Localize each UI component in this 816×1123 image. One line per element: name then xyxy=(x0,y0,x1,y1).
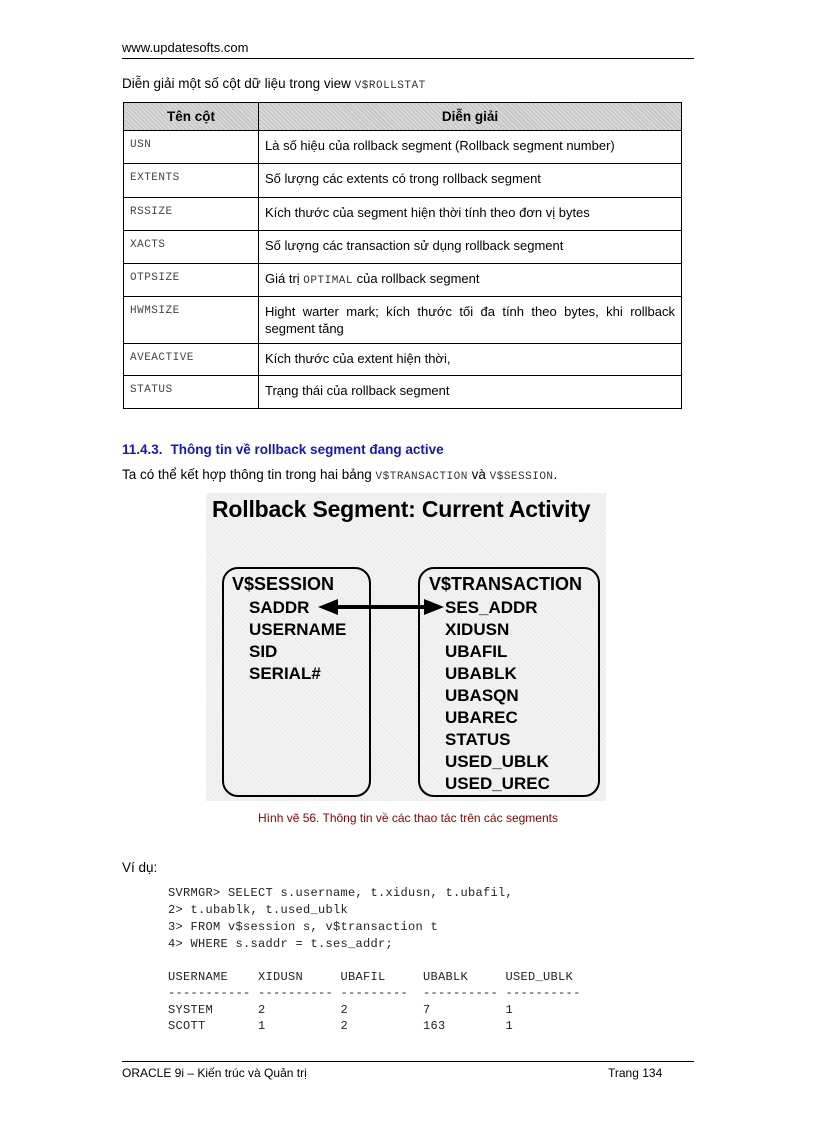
session-field: USERNAME xyxy=(249,620,347,639)
table-row xyxy=(124,131,682,164)
table-row xyxy=(124,344,682,376)
column-name: STATUS xyxy=(124,376,259,409)
footer-title: ORACLE 9i – Kiến trúc và Quản trị xyxy=(122,1066,307,1080)
column-desc: Hight warter mark; kích thước tối đa tính theo bytes, khi rollback segment tăng xyxy=(259,297,682,344)
section-text-mid: và xyxy=(467,467,490,482)
transaction-field: STATUS xyxy=(445,730,511,749)
header-url: www.updatesofts.com xyxy=(122,40,249,55)
sql-line: SVRMGR> SELECT s.username, t.xidusn, t.ubafil, xyxy=(168,886,514,900)
table-row xyxy=(124,264,682,297)
desc-text: của rollback segment xyxy=(353,271,480,286)
figure-title: Rollback Segment: Current Activity xyxy=(212,496,591,522)
result-separator: ----------- ---------- --------- ---------- ---------- xyxy=(168,986,581,1000)
intro-label: Diễn giải một số cột dữ liệu trong view xyxy=(122,76,351,91)
table-header-column: Tên cột xyxy=(124,103,259,131)
transaction-field: USED_UREC xyxy=(445,774,550,793)
sql-line: 3> FROM v$session s, v$transaction t xyxy=(168,920,439,934)
column-desc: Là số hiệu của rollback segment (Rollback segment number) xyxy=(259,131,682,164)
result-row: SCOTT 1 2 163 1 xyxy=(168,1019,514,1033)
section-heading xyxy=(122,442,444,457)
column-description-table xyxy=(123,102,682,409)
column-desc: Trạng thái của rollback segment xyxy=(259,376,682,409)
column-desc xyxy=(259,264,682,297)
column-desc: Số lượng các extents có trong rollback segment xyxy=(259,164,682,198)
transaction-field: XIDUSN xyxy=(445,620,510,639)
transaction-field: SES_ADDR xyxy=(445,598,538,617)
table-row xyxy=(124,297,682,344)
header-divider xyxy=(122,58,694,59)
transaction-field: USED_UBLK xyxy=(445,752,549,771)
table-row xyxy=(124,376,682,409)
intro-view-name: V$ROLLSTAT xyxy=(354,80,426,92)
section-text xyxy=(122,467,557,483)
sql-line: 2> t.ubablk, t.used_ublk xyxy=(168,903,349,917)
transaction-box-title: V$TRANSACTION xyxy=(429,574,583,594)
column-name: OTPSIZE xyxy=(124,264,259,297)
column-name: HWMSIZE xyxy=(124,297,259,344)
double-arrow-icon xyxy=(318,596,444,618)
desc-text: Giá trị xyxy=(265,271,304,286)
section-text-end: . xyxy=(553,467,558,482)
transaction-field: UBABLK xyxy=(445,664,517,683)
session-field: SID xyxy=(249,642,278,661)
column-desc: Số lượng các transaction sử dụng rollback segment xyxy=(259,231,682,264)
column-name: USN xyxy=(124,131,259,164)
figure-caption: Hình vẽ 56. Thông tin về các thao tác trên các segments xyxy=(258,811,558,825)
transaction-field: UBASQN xyxy=(445,686,519,705)
section-number: 11.4.3. xyxy=(122,442,163,457)
intro-text xyxy=(122,76,426,92)
table-row xyxy=(124,231,682,264)
result-header: USERNAME XIDUSN UBAFIL UBABLK USED_UBLK xyxy=(168,970,574,984)
column-name: EXTENTS xyxy=(124,164,259,198)
result-row: SYSTEM 2 2 7 1 xyxy=(168,1003,514,1017)
column-name: RSSIZE xyxy=(124,198,259,231)
section-title: Thông tin về rollback segment đang active xyxy=(170,442,444,457)
session-field: SADDR xyxy=(249,598,310,617)
column-name: XACTS xyxy=(124,231,259,264)
table-header-description: Diễn giải xyxy=(259,103,682,131)
table-row xyxy=(124,164,682,198)
page-number: Trang 134 xyxy=(608,1066,663,1080)
column-desc: Kích thước của segment hiện thời tính theo đơn vị bytes xyxy=(259,198,682,231)
transaction-field: UBAREC xyxy=(445,708,518,727)
footer-divider xyxy=(122,1061,694,1062)
column-desc: Kích thước của extent hiện thời, xyxy=(259,344,682,376)
section-code-session: V$SESSION xyxy=(489,471,554,483)
section-text-before: Ta có thể kết hợp thông tin trong hai bảng xyxy=(122,467,376,482)
sql-line: 4> WHERE s.saddr = t.ses_addr; xyxy=(168,937,394,951)
transaction-field: UBAFIL xyxy=(445,642,508,661)
example-label: Ví dụ: xyxy=(122,860,158,875)
table-row xyxy=(124,198,682,231)
section-code-transaction: V$TRANSACTION xyxy=(375,471,468,483)
session-box-title: V$SESSION xyxy=(232,574,335,594)
session-field: SERIAL# xyxy=(249,664,321,683)
desc-code: OPTIMAL xyxy=(303,275,354,287)
column-name: AVEACTIVE xyxy=(124,344,259,376)
transaction-fields xyxy=(445,597,550,795)
